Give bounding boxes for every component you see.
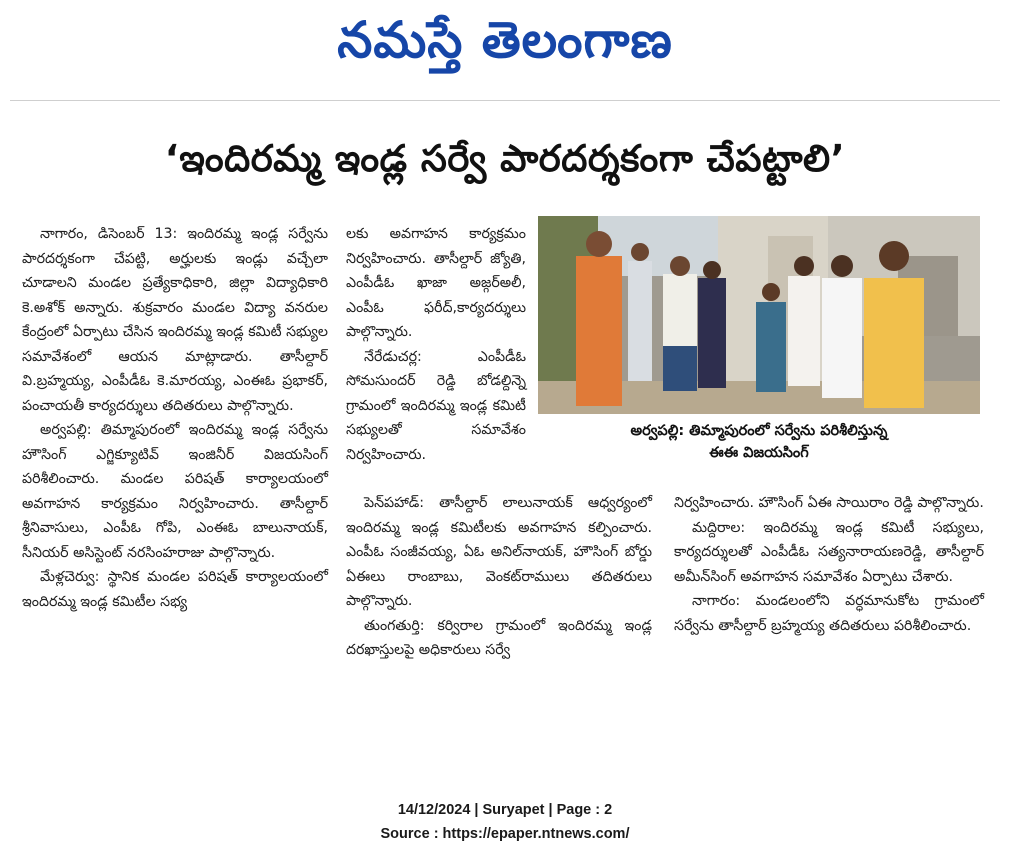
paragraph-thungathurthi-cont: నిర్వహించారు. హౌసింగ్ ఏఈ సాయిరాం రెడ్డి పాల్గొన్నారు.	[674, 495, 984, 511]
footer-info-line: 14/12/2024 | Suryapet | Page : 2	[397, 802, 613, 818]
article-column-2-lower	[346, 491, 652, 663]
paragraph-thungathurthi: తుంగతుర్తి: కర్విరాల గ్రామంలో ఇందిరమ్మ ఇండ్ల దరఖాస్తులపై అధికారులు సర్వే	[346, 617, 652, 658]
paragraph-mellachervu: మేళ్లచెర్వు: స్థానిక మండల పరిషత్ కార్యాలయంలో ఇందిరమ్మ ఇండ్ల కమిటీల సభ్య	[22, 569, 328, 610]
news-photo-illustration	[538, 216, 980, 414]
photo-caption-line-2: ఈఈ విజయసింగ్	[709, 445, 809, 461]
footer-source: Source : https://epaper.ntnews.com/	[380, 826, 630, 842]
paragraph-nagaram-village: నాగారం: మండలంలోని వర్ధమానుకోట గ్రామంలో సర్వేను తాసీల్దార్ బ్రహ్మయ్య తదితరులు పరిశీలించారు.	[674, 593, 984, 634]
article-column-1	[22, 222, 328, 614]
paragraph-maddirala: మద్దిరాల: ఇందిరమ్మ ఇండ్ల కమిటీ సభ్యులు, కార్యదర్శులతో ఎంపీడీఓ సత్యనారాయణరెడ్డి, తాసీల్దార్ అమీన్‌సింగ్ అవగాహన సమావేశం ఏర్పాటు చేశారు.	[674, 519, 984, 585]
masthead-logo: నమస్తే తెలంగాణ	[337, 10, 673, 69]
footer-page: Page : 2	[556, 802, 613, 818]
news-photo	[538, 216, 980, 414]
paragraph-nagaram: నాగారం, డిసెంబర్ 13: ఇందిరమ్మ ఇండ్ల సర్వేను పారదర్శకంగా చేపట్టి, అర్హులకు ఇండ్లు వచ్చేలా చూడాలని మండల ప్రత్యేకాధికారి, జిల్లా విద్యాధికారి కె.అశోక్ అన్నారు. శుక్రవారం మండల విద్యా వనరుల కేంద్రంలో ఏర్పాటు చేసిన ఇందిరమ్మ ఇండ్ల కమిటీ సభ్యుల సమావేశంలో ఆయన మాట్లాడారు. తాసీల్దార్ వి.బ్రహ్మయ్య, ఎంపీడీఓ కె.మారయ్య, ఎంఈఓ ప్రభాకర్, పంచాయతీ కార్యదర్శులు తదితరులు పాల్గొన్నారు.	[22, 226, 328, 414]
article-column-2	[346, 222, 526, 467]
footer-edition: Suryapet	[482, 802, 545, 818]
masthead-divider	[10, 100, 1000, 101]
photo-caption	[538, 420, 980, 464]
paragraph-penpahad: పెన్‌పహాడ్: తాసీల్దార్ లాలునాయక్ ఆధ్వర్యంలో ఇందిరమ్మ ఇండ్ల కమిటీలకు అవగాహన కల్పించారు. ఎంపీఓ సంజీవయ్య, ఏఓ అనిల్‌నాయక్, హౌసింగ్ బోర్డు ఏఈలు రాంబాబు, వెంకట్‌రాములు తదితరులు పాల్గొన్నారు.	[346, 495, 652, 609]
paragraph-arvapalli: అర్వపల్లి: తిమ్మాపురంలో ఇందిరమ్మ ఇండ్ల సర్వేను హౌసింగ్ ఎగ్జిక్యూటివ్ ఇంజినీర్ విజయసింగ్ పరిశీలించారు. మండల పరిషత్ కార్యాలయంలో అవగాహన కార్యక్రమం నిర్వహించారు. తాసీల్దార్ శ్రీనివాసులు, ఎంపీఓ గోపి, ఎంఈఓ బాలునాయక్, సీనియర్ అసిస్టెంట్ నరసింహరాజు పాల్గొన్నారు.	[22, 422, 328, 561]
article-headline: ‘ఇందిరమ్మ ఇండ్ల సర్వే పారదర్శకంగా చేపట్టాలి’	[164, 137, 846, 180]
article-column-3	[674, 491, 984, 638]
paragraph-neredcherla: నేరేడుచర్ల: ఎంపీడీఓ సోమసుందర్ రెడ్డి బోడల్దిన్నె గ్రామంలో ఇందిరమ్మ ఇండ్ల కమిటీ సభ్యులతో సమావేశం నిర్వహించారు.	[346, 348, 526, 463]
footer	[0, 798, 1010, 846]
paragraph-mellachervu-cont: లకు అవగాహన కార్యక్రమం నిర్వహించారు. తాసీల్దార్ జ్యోతి, ఎంపీడీఓ ఖాజా అజ్గర్అలీ, ఎంపీఓ ఫరీద్,కార్యదర్శులు పాల్గొన్నారు.	[346, 226, 526, 340]
footer-date: 14/12/2024	[397, 802, 471, 818]
photo-caption-line-1: అర్వపల్లి: తిమ్మాపురంలో సర్వేను పరిశీలిస్తున్న	[630, 423, 888, 439]
